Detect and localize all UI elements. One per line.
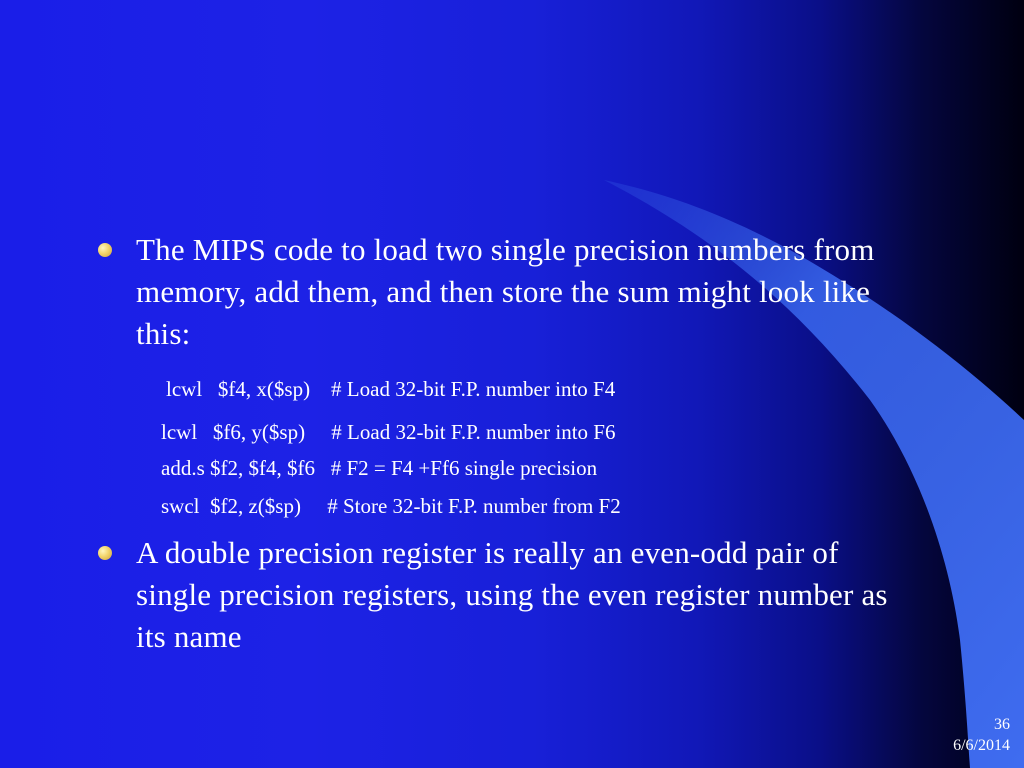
bullet-item <box>98 532 898 658</box>
bullet-text: The MIPS code to load two single precision numbers from memory, add them, and then store the sum might look like this: <box>136 232 875 351</box>
code-line: swcl $f2, z($sp) # Store 32-bit F.P. number from F2 <box>161 494 621 518</box>
slide-footer <box>953 714 1010 756</box>
bullet-icon <box>98 546 112 560</box>
bullet-item <box>98 229 898 355</box>
slide-date: 6/6/2014 <box>953 737 1010 754</box>
code-line: add.s $f2, $f4, $f6 # F2 = F4 +Ff6 single precision <box>161 456 598 480</box>
code-line: lcwl $f6, y($sp) # Load 32-bit F.P. number into F6 <box>161 420 616 444</box>
bullet-text: A double precision register is really an even-odd pair of single precision registers, using the even register number as its name <box>136 535 888 654</box>
code-line: lcwl $f4, x($sp) # Load 32-bit F.P. number into F4 <box>166 377 616 401</box>
bullet-icon <box>98 243 112 257</box>
page-number: 36 <box>994 716 1010 733</box>
